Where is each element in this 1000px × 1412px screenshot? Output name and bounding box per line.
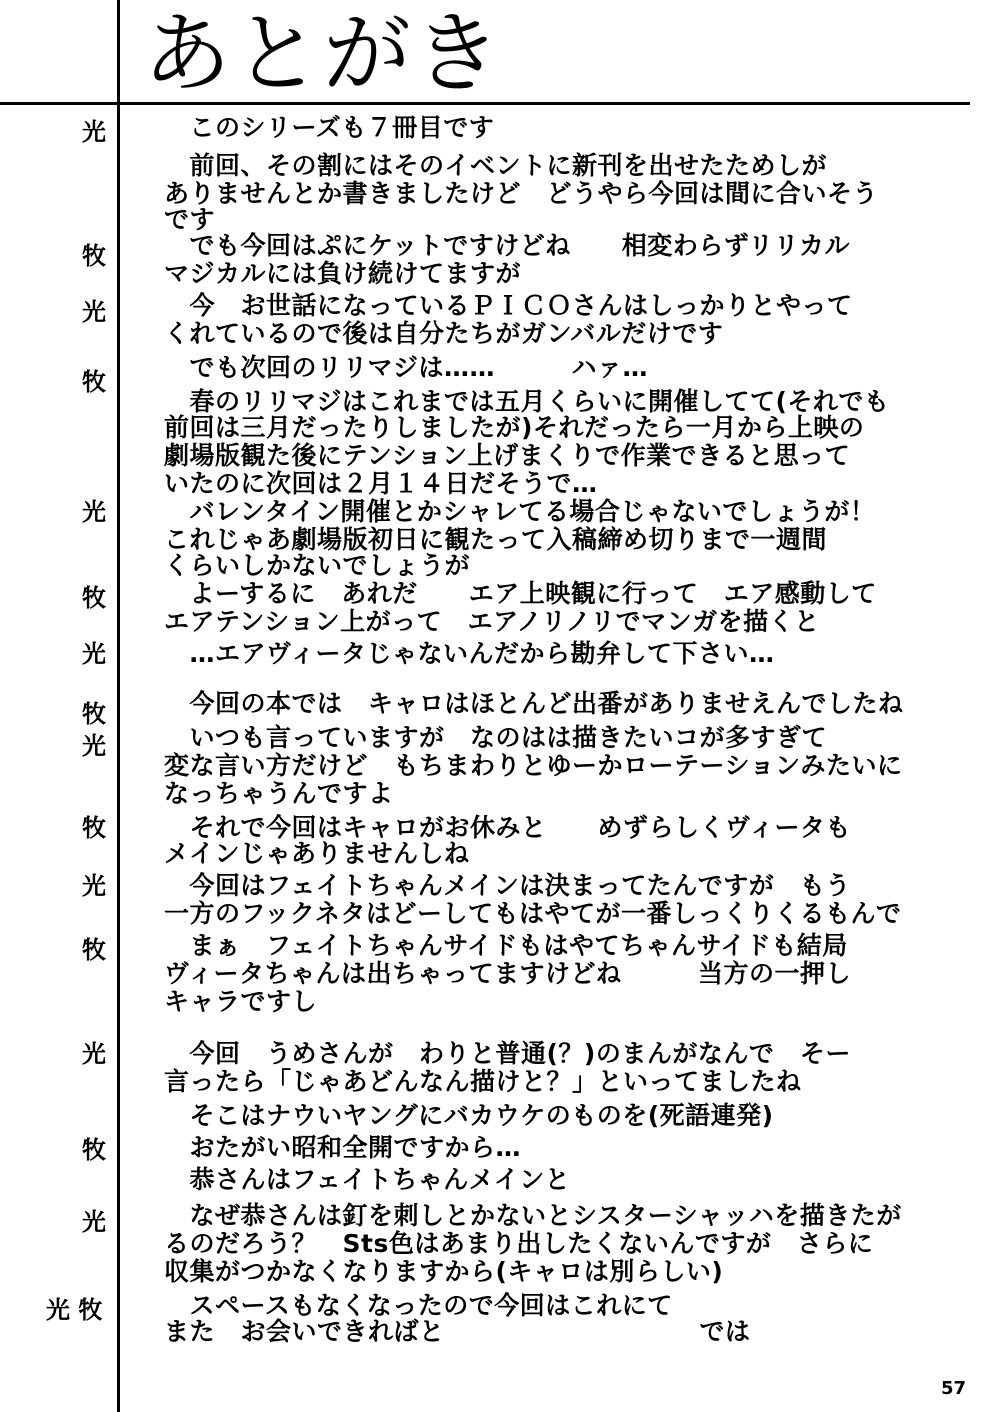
text-line: それで今回はキャロがお休みと めずらしくヴィータも — [164, 813, 852, 842]
speaker-label: 光 — [82, 298, 106, 326]
speaker-label: 光 — [82, 498, 106, 526]
text-line: 今 お世話になっているＰＩＣＯさんはしっかりとやって — [164, 291, 853, 320]
speaker-label: 牧 — [82, 242, 106, 270]
speaker-label: 光 — [82, 1040, 106, 1068]
text-line: …エアヴィータじゃないんだから勘弁して下さい… — [164, 639, 775, 668]
text-line: です — [164, 205, 216, 234]
speaker-label: 牧 — [82, 584, 106, 612]
speaker-label: 光 — [82, 640, 106, 668]
text-line: 言ったら「じゃあどんなん描けと？」といってましたね — [164, 1067, 802, 1096]
speaker-label: 牧 — [82, 814, 106, 842]
text-line: ありませんとか書きましたけど どうやら今回は間に合いそう — [164, 179, 879, 208]
text-line: 前回、その割にはそのイベントに新刊を出せたためしが — [164, 151, 828, 180]
text-line: くれているので後は自分たちがガンバルだけです — [164, 319, 724, 348]
text-line: バレンタイン開催とかシャレてる場合じゃないでしょうが！ — [164, 497, 876, 526]
text-line: 恭さんはフェイトちゃんメインと — [164, 1165, 571, 1194]
text-line: なっちゃうんですよ — [164, 779, 394, 808]
text-line: 収集がつかなくなりますから(キャロは別らしい) — [164, 1257, 724, 1286]
text-line: 今回の本では キャロはほとんど出番がありませえんでしたね — [164, 689, 904, 718]
text-line: スペースもなくなったので今回はこれにて — [164, 1291, 673, 1320]
text-line: でも次回のリリマジは…… ハァ… — [164, 353, 649, 382]
text-line: 変な言い方だけど もちまわりとゆーかローテーションみたいに — [164, 751, 903, 780]
page-number: 57 — [940, 1378, 966, 1399]
text-line: キャラですし — [164, 987, 318, 1016]
vertical-rule — [117, 0, 120, 1412]
text-line: これじゃあ劇場版初日に観たって入稿締め切りまで一週間 — [164, 525, 828, 554]
text-line: 前回は三月だったりしましたが)それだったら一月から上映の — [164, 413, 865, 442]
speaker-label: 光 — [82, 732, 106, 760]
text-line: いたのに次回は２月１４日だそうで… — [164, 469, 598, 498]
text-line: ヴィータちゃんは出ちゃってますけどね 当方の一押し — [164, 959, 852, 988]
text-line: 一方のフックネタはどーしてもはやてが一番しっくりくるもんで — [164, 899, 902, 928]
speaker-label: 光 — [82, 118, 106, 146]
text-line: なぜ恭さんは釘を刺しとかないとシスターシャッハを描きたが — [164, 1201, 902, 1230]
speaker-label: 牧 — [82, 368, 106, 396]
speaker-label: 光 — [82, 872, 106, 900]
text-line: まぁ フェイトちゃんサイドもはやてちゃんサイドも結局 — [164, 931, 848, 960]
text-line: 今回はフェイトちゃんメインは決まってたんですが もう — [164, 871, 851, 900]
speaker-label: 光 牧 — [46, 1296, 103, 1324]
text-line: メインじゃありませんしね — [164, 839, 470, 868]
text-line: また お会いできればと では — [164, 1317, 751, 1346]
text-line: るのだろう？ Sts色はあまり出したくないんですが さらに — [164, 1229, 874, 1258]
text-line: 春のリリマジはこれまでは五月くらいに開催してて(それでも — [164, 387, 890, 416]
text-line: 劇場版観た後にテンション上げまくりで作業できると思って — [164, 441, 851, 470]
text-line: このシリーズも７冊目です — [164, 113, 495, 142]
text-line: 今回 うめさんが わりと普通(？)のまんがなんで そー — [164, 1039, 851, 1068]
text-line: くらいしかないでしょうが — [164, 551, 471, 580]
speaker-label: 牧 — [82, 936, 106, 964]
text-line: エアテンション上がって エアノリノリでマンガを描くと — [164, 607, 820, 636]
speaker-label: 牧 — [82, 700, 106, 728]
text-line: よーするに あれだ エア上映観に行って エア感動して — [164, 579, 877, 608]
text-line: そこはナウいヤングにバカウケのものを(死語連発) — [164, 1101, 774, 1130]
speaker-label: 牧 — [82, 1136, 106, 1164]
speaker-label: 光 — [82, 1208, 106, 1236]
text-line: でも今回はぷにケットですけどね 相変わらずリリカル — [164, 231, 851, 260]
page-title: あとがき — [143, 2, 504, 105]
text-line: マジカルには負け続けてますが — [164, 259, 522, 288]
text-line: いつも言っていますが なのはは描きたいコが多すぎて — [164, 723, 828, 752]
text-line: おたがい昭和全開ですから… — [164, 1133, 522, 1162]
